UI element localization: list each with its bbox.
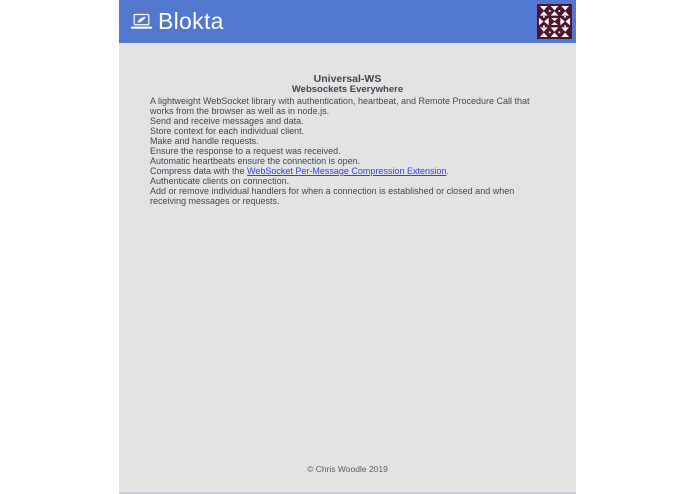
laptop-quill-icon: [130, 13, 153, 32]
feature-line: Ensure the response to a request was received.: [150, 146, 341, 156]
brand-home-link[interactable]: [130, 10, 224, 33]
main-content: [119, 43, 576, 459]
compression-extension-link[interactable]: WebSocket Per-Message Compression Extension: [247, 166, 447, 176]
feature-line: Add or remove individual handlers for when a connection is established or closed and when receiving messages or requests.: [150, 186, 515, 206]
identicon-avatar[interactable]: [537, 4, 572, 39]
feature-line: Send and receive messages and data.: [150, 116, 304, 126]
feature-line: Authenticate clients on connection.: [150, 176, 290, 186]
page-column: [119, 0, 576, 494]
brand-name: Blokta: [158, 8, 224, 34]
feature-line: A lightweight WebSocket library with authentication, heartbeat, and Remote Procedure Call that works from the browser as well as in node.js.: [150, 96, 530, 116]
feature-list: [119, 96, 576, 206]
copyright-text: © Chris Woodle 2019: [307, 464, 388, 474]
page-footer: [119, 459, 576, 492]
feature-line: [150, 166, 547, 176]
feature-line: Make and handle requests.: [150, 136, 259, 146]
page-title: Universal-WS: [313, 73, 382, 85]
feature-line: Automatic heartbeats ensure the connection is open.: [150, 156, 361, 166]
feature-line-text: .: [446, 166, 449, 176]
header-bar: [119, 0, 576, 43]
feature-line-text: Compress data with the: [150, 166, 248, 176]
page-subtitle: Websockets Everywhere: [291, 84, 404, 95]
feature-line: Store context for each individual client.: [150, 126, 305, 136]
